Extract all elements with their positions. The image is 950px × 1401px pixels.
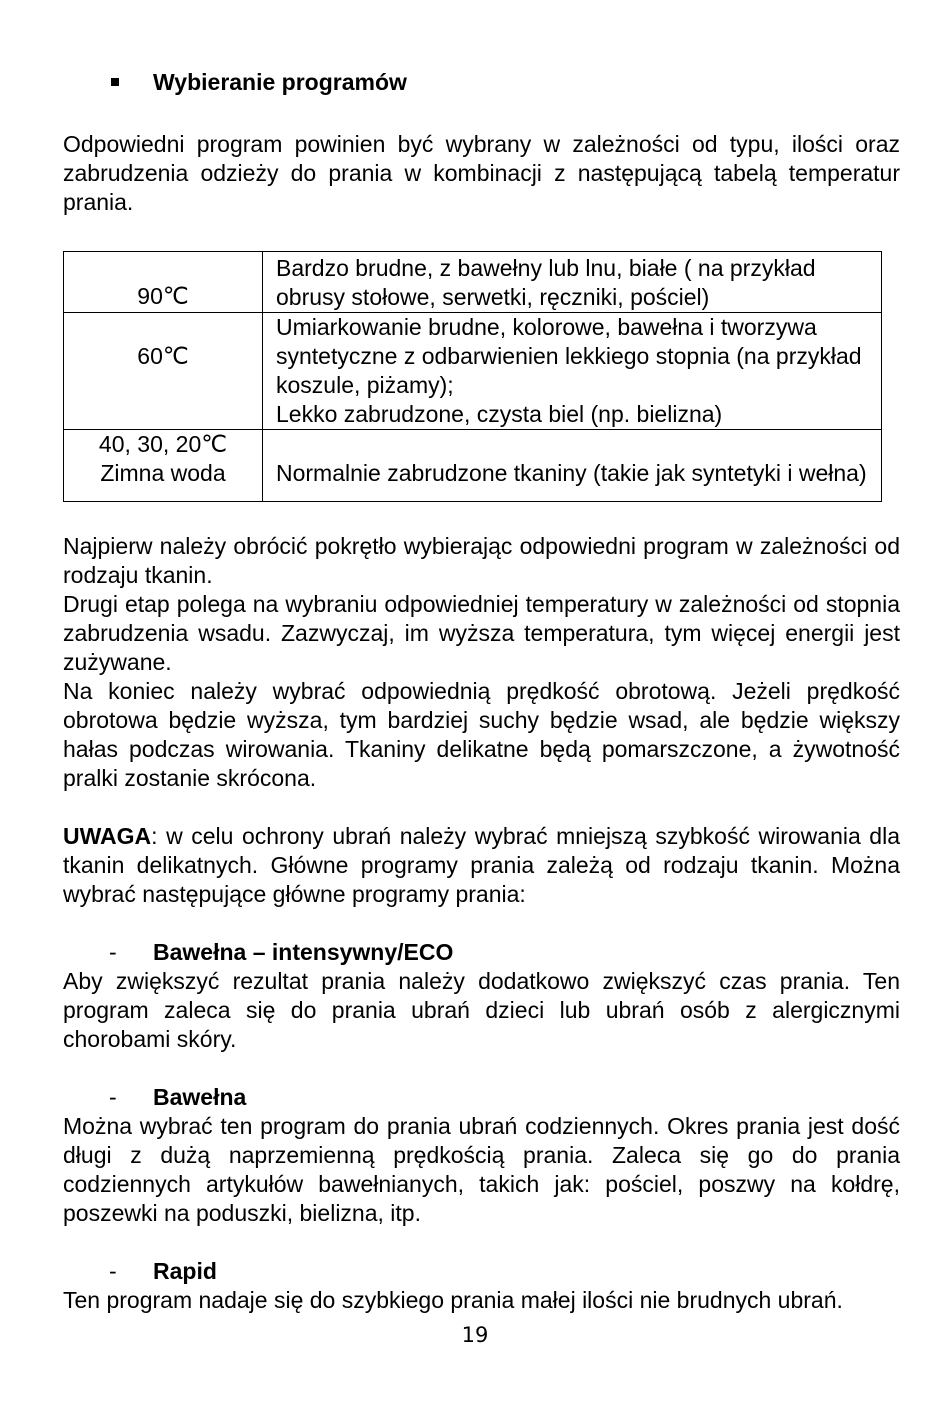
paragraph: Drugi etap polega na wybraniu odpowiedniej temperatury w zależności od stopnia zabrudzenia wsadu. Zazwyczaj, im wyższa temperatura, tym więcej energii jest zużywane. [63,591,900,675]
temperature-cell: 90℃ [64,252,263,313]
paragraph: Na koniec należy wybrać odpowiednią prędkość obrotową. Jeżeli prędkość obrotowa będzie wyższa, tym bardziej suchy będzie wsad, ale będzie większy hałas podczas wirowania. Tkaniny delikatne będą pomarszczone, a żywotność pralki zostanie skrócona. [63,678,900,791]
table-row [64,252,882,313]
program-title: Rapid [153,1258,217,1284]
dash-bullet: - [109,1084,117,1110]
instructions-block [63,532,900,793]
program-heading [63,1257,900,1286]
temperature-cell: 40, 30, 20℃ Zimna woda [64,430,263,502]
program-title: Bawełna – intensywny/ECO [153,939,454,965]
program-description: Można wybrać ten program do prania ubrań codziennych. Okres prania jest dość długi z dużą naprzemienną prędkością prania. Zaleca się go do prania codziennych artykułów bawełnianych, takich jak: pościel, poszwy na kołdrę, poszewki na poduszki, bielizna, itp. [63,1113,900,1226]
table-row [64,430,882,502]
program-title: Bawełna [153,1084,247,1110]
program-heading [63,938,900,967]
description-cell: Normalnie zabrudzone tkaniny (takie jak syntetyki i wełna) [263,430,882,502]
dash-bullet: - [109,1258,117,1284]
program-description: Ten program nadaje się do szybkiego prania małej ilości nie brudnych ubrań. [63,1287,843,1313]
page-content [63,68,900,1315]
description-cell: Umiarkowanie brudne, kolorowe, bawełna i tworzywa syntetyczne z odbarwienien lekkiego stopnia (na przykład koszule, piżamy); Lekko zabrudzone, czysta biel (np. bielizna) [263,313,882,430]
warning-label: UWAGA [63,823,152,849]
program-description: Aby zwiększyć rezultat prania należy dodatkowo zwiększyć czas prania. Ten program zaleca się do prania ubrań dzieci lub ubrań osób z alergicznymi chorobami skóry. [63,968,900,1052]
intro-paragraph: Odpowiedni program powinien być wybrany w zależności od typu, ilości oraz zabrudzenia odzieży do prania w kombinacji z następującą tabelą temperatur prania. [63,131,900,215]
warning-text: : w celu ochrony ubrań należy wybrać mniejszą szybkość wirowania dla tkanin delikatnych. Główne programy prania zależą od rodzaju tkanin. Można wybrać następujące główne programy prania: [63,823,900,907]
table-row [64,313,882,430]
paragraph: Najpierw należy obrócić pokrętło wybierając odpowiedni program w zależności od rodzaju tkanin. [63,533,900,588]
section-heading-text: Wybieranie programów [153,69,407,95]
page-number: 19 [461,1323,489,1347]
temperature-cell: 60℃ [64,313,263,430]
warning-paragraph [63,822,900,909]
square-bullet-icon [111,78,119,86]
temperature-table [63,251,882,502]
program-heading [63,1083,900,1112]
section-heading [63,68,900,97]
description-cell: Bardzo brudne, z bawełny lub lnu, białe ( na przykład obrusy stołowe, serwetki, ręczniki, pościel) [263,252,882,313]
dash-bullet: - [109,939,117,965]
